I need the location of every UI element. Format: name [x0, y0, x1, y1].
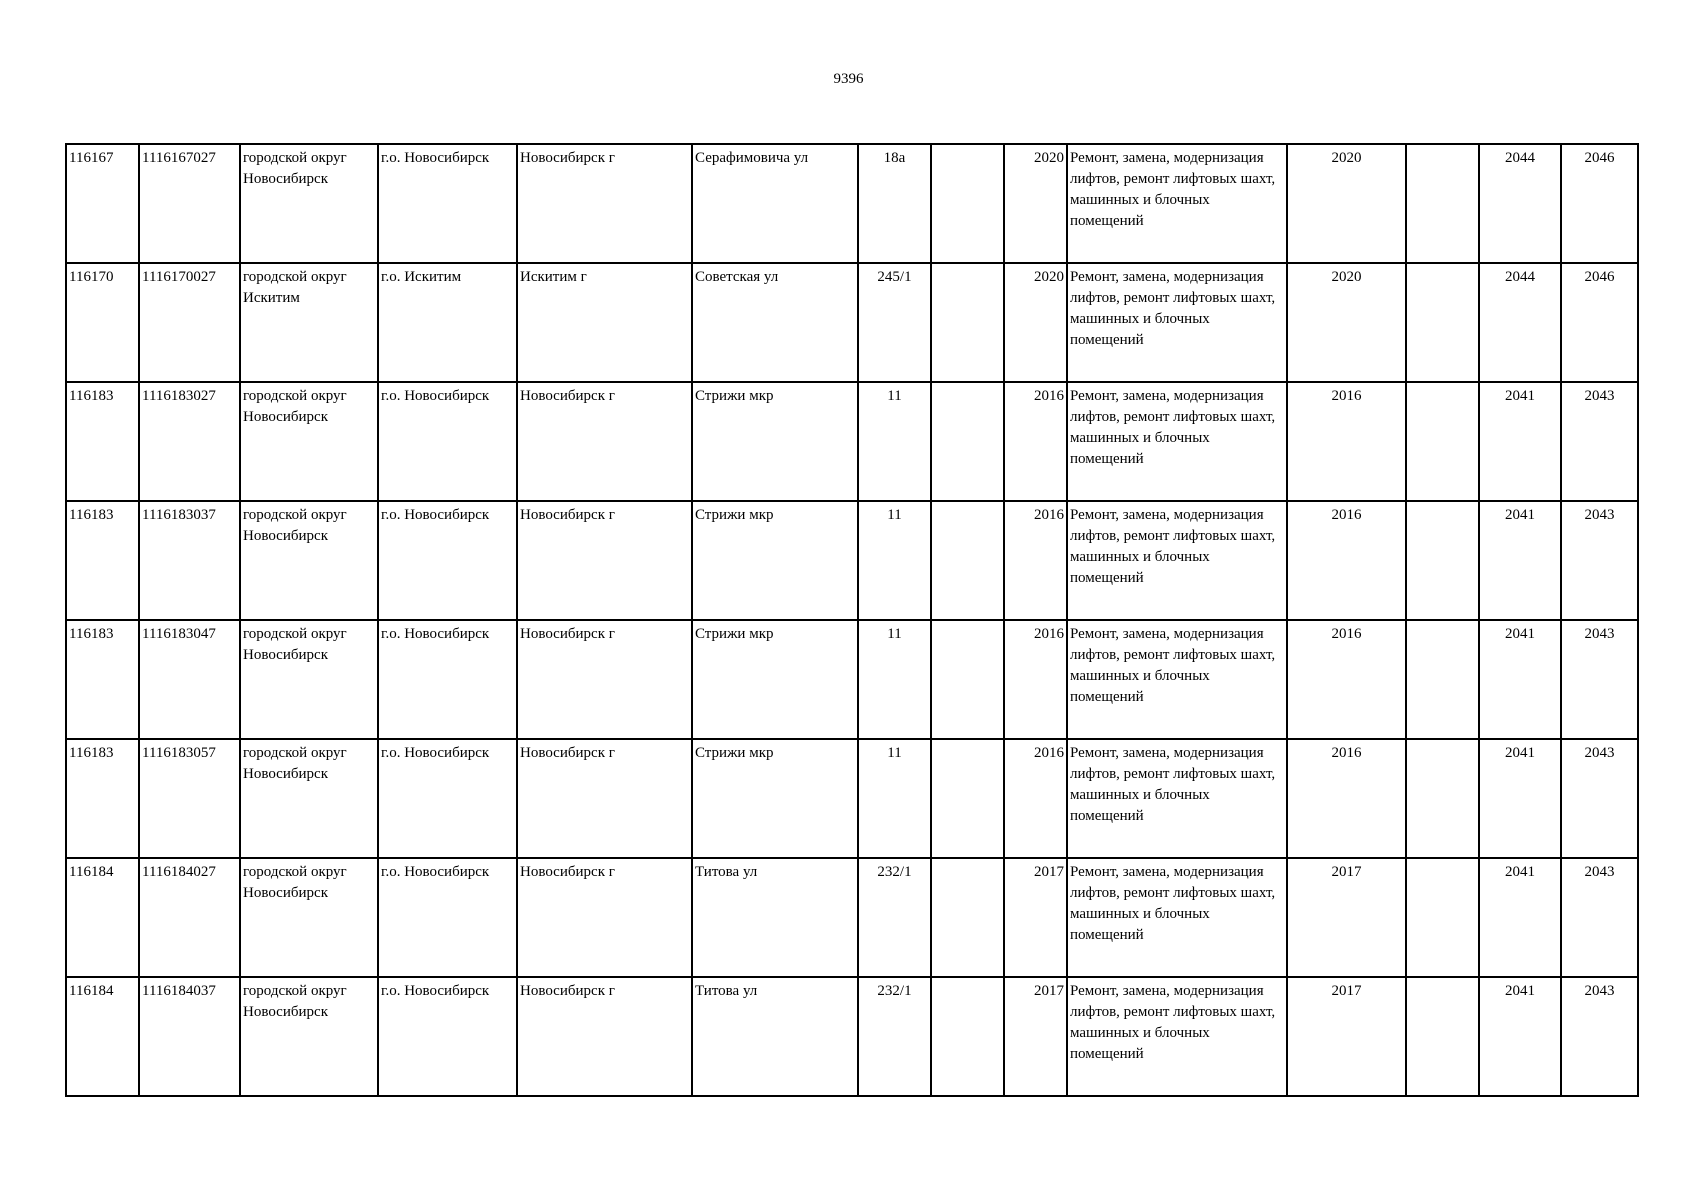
- cell-work-type: Ремонт, замена, модернизация лифтов, ремонт лифтовых шахт, машинных и блочных помещений: [1067, 144, 1287, 263]
- cell-id: 116183: [66, 501, 139, 620]
- cell-period-start: 2041: [1479, 858, 1561, 977]
- cell-year-last-repair: 2017: [1287, 977, 1406, 1096]
- cell-period-start: 2044: [1479, 263, 1561, 382]
- cell-code: 1116184037: [139, 977, 240, 1096]
- capital-repair-table: [65, 143, 1639, 1097]
- cell-building: [931, 620, 1004, 739]
- cell-year-built: 2016: [1004, 739, 1067, 858]
- table-row: [66, 501, 1638, 620]
- cell-code: 1116170027: [139, 263, 240, 382]
- cell-municipality: городской округ Новосибирск: [240, 382, 378, 501]
- cell-code: 1116183047: [139, 620, 240, 739]
- cell-year-last-repair: 2016: [1287, 501, 1406, 620]
- cell-id: 116167: [66, 144, 139, 263]
- table-row: [66, 382, 1638, 501]
- cell-work-type: Ремонт, замена, модернизация лифтов, ремонт лифтовых шахт, машинных и блочных помещений: [1067, 858, 1287, 977]
- cell-locality: Новосибирск г: [517, 620, 692, 739]
- cell-building: [931, 977, 1004, 1096]
- cell-house: 18а: [858, 144, 931, 263]
- cell-municipality: городской округ Новосибирск: [240, 977, 378, 1096]
- cell-district: г.о. Искитим: [378, 263, 517, 382]
- table-row: [66, 144, 1638, 263]
- cell-code: 1116184027: [139, 858, 240, 977]
- cell-municipality: городской округ Новосибирск: [240, 501, 378, 620]
- cell-locality: Новосибирск г: [517, 739, 692, 858]
- table-body: [66, 144, 1638, 1096]
- table-row: [66, 739, 1638, 858]
- cell-locality: Искитим г: [517, 263, 692, 382]
- cell-municipality: городской округ Новосибирск: [240, 144, 378, 263]
- cell-code: 1116183027: [139, 382, 240, 501]
- cell-period-end: 2043: [1561, 382, 1638, 501]
- cell-house: 11: [858, 739, 931, 858]
- cell-year-built: 2017: [1004, 858, 1067, 977]
- cell-period-end: 2043: [1561, 977, 1638, 1096]
- cell-empty: [1406, 144, 1479, 263]
- cell-locality: Новосибирск г: [517, 858, 692, 977]
- cell-id: 116183: [66, 739, 139, 858]
- cell-district: г.о. Новосибирск: [378, 144, 517, 263]
- cell-year-last-repair: 2016: [1287, 382, 1406, 501]
- cell-district: г.о. Новосибирск: [378, 620, 517, 739]
- cell-period-end: 2043: [1561, 739, 1638, 858]
- cell-empty: [1406, 501, 1479, 620]
- cell-year-built: 2017: [1004, 977, 1067, 1096]
- cell-code: 1116167027: [139, 144, 240, 263]
- cell-street: Стрижи мкр: [692, 501, 858, 620]
- cell-id: 116183: [66, 620, 139, 739]
- table-row: [66, 263, 1638, 382]
- cell-year-built: 2016: [1004, 382, 1067, 501]
- cell-building: [931, 858, 1004, 977]
- cell-street: Титова ул: [692, 977, 858, 1096]
- cell-empty: [1406, 858, 1479, 977]
- cell-district: г.о. Новосибирск: [378, 501, 517, 620]
- cell-street: Стрижи мкр: [692, 739, 858, 858]
- cell-street: Стрижи мкр: [692, 382, 858, 501]
- cell-id: 116184: [66, 977, 139, 1096]
- cell-id: 116183: [66, 382, 139, 501]
- cell-period-start: 2041: [1479, 620, 1561, 739]
- cell-year-last-repair: 2016: [1287, 620, 1406, 739]
- cell-building: [931, 382, 1004, 501]
- cell-empty: [1406, 739, 1479, 858]
- cell-period-end: 2046: [1561, 144, 1638, 263]
- cell-street: Советская ул: [692, 263, 858, 382]
- cell-district: г.о. Новосибирск: [378, 382, 517, 501]
- cell-locality: Новосибирск г: [517, 977, 692, 1096]
- cell-period-start: 2041: [1479, 977, 1561, 1096]
- cell-work-type: Ремонт, замена, модернизация лифтов, ремонт лифтовых шахт, машинных и блочных помещений: [1067, 263, 1287, 382]
- cell-period-start: 2041: [1479, 382, 1561, 501]
- cell-house: 11: [858, 501, 931, 620]
- cell-street: Серафимовича ул: [692, 144, 858, 263]
- cell-locality: Новосибирск г: [517, 382, 692, 501]
- cell-work-type: Ремонт, замена, модернизация лифтов, ремонт лифтовых шахт, машинных и блочных помещений: [1067, 977, 1287, 1096]
- cell-year-last-repair: 2020: [1287, 263, 1406, 382]
- cell-id: 116184: [66, 858, 139, 977]
- cell-house: 232/1: [858, 858, 931, 977]
- cell-period-end: 2043: [1561, 858, 1638, 977]
- cell-house: 11: [858, 382, 931, 501]
- cell-district: г.о. Новосибирск: [378, 977, 517, 1096]
- cell-work-type: Ремонт, замена, модернизация лифтов, ремонт лифтовых шахт, машинных и блочных помещений: [1067, 501, 1287, 620]
- cell-street: Стрижи мкр: [692, 620, 858, 739]
- cell-locality: Новосибирск г: [517, 501, 692, 620]
- cell-district: г.о. Новосибирск: [378, 739, 517, 858]
- cell-code: 1116183057: [139, 739, 240, 858]
- cell-house: 11: [858, 620, 931, 739]
- cell-locality: Новосибирск г: [517, 144, 692, 263]
- cell-year-last-repair: 2020: [1287, 144, 1406, 263]
- cell-house: 245/1: [858, 263, 931, 382]
- cell-year-last-repair: 2017: [1287, 858, 1406, 977]
- cell-year-built: 2016: [1004, 620, 1067, 739]
- cell-municipality: городской округ Искитим: [240, 263, 378, 382]
- cell-year-built: 2016: [1004, 501, 1067, 620]
- cell-work-type: Ремонт, замена, модернизация лифтов, ремонт лифтовых шахт, машинных и блочных помещений: [1067, 739, 1287, 858]
- cell-empty: [1406, 263, 1479, 382]
- cell-year-built: 2020: [1004, 144, 1067, 263]
- cell-building: [931, 501, 1004, 620]
- cell-period-end: 2043: [1561, 620, 1638, 739]
- table-row: [66, 620, 1638, 739]
- table-row: [66, 977, 1638, 1096]
- cell-year-last-repair: 2016: [1287, 739, 1406, 858]
- cell-street: Титова ул: [692, 858, 858, 977]
- cell-building: [931, 144, 1004, 263]
- cell-period-start: 2041: [1479, 739, 1561, 858]
- table-row: [66, 858, 1638, 977]
- cell-work-type: Ремонт, замена, модернизация лифтов, ремонт лифтовых шахт, машинных и блочных помещений: [1067, 382, 1287, 501]
- cell-empty: [1406, 977, 1479, 1096]
- cell-period-end: 2043: [1561, 501, 1638, 620]
- cell-building: [931, 263, 1004, 382]
- cell-empty: [1406, 382, 1479, 501]
- cell-work-type: Ремонт, замена, модернизация лифтов, ремонт лифтовых шахт, машинных и блочных помещений: [1067, 620, 1287, 739]
- page-number: 9396: [833, 71, 864, 87]
- cell-municipality: городской округ Новосибирск: [240, 620, 378, 739]
- cell-building: [931, 739, 1004, 858]
- cell-year-built: 2020: [1004, 263, 1067, 382]
- cell-period-start: 2041: [1479, 501, 1561, 620]
- cell-house: 232/1: [858, 977, 931, 1096]
- cell-municipality: городской округ Новосибирск: [240, 739, 378, 858]
- cell-period-end: 2046: [1561, 263, 1638, 382]
- cell-code: 1116183037: [139, 501, 240, 620]
- cell-id: 116170: [66, 263, 139, 382]
- cell-empty: [1406, 620, 1479, 739]
- cell-district: г.о. Новосибирск: [378, 858, 517, 977]
- cell-period-start: 2044: [1479, 144, 1561, 263]
- cell-municipality: городской округ Новосибирск: [240, 858, 378, 977]
